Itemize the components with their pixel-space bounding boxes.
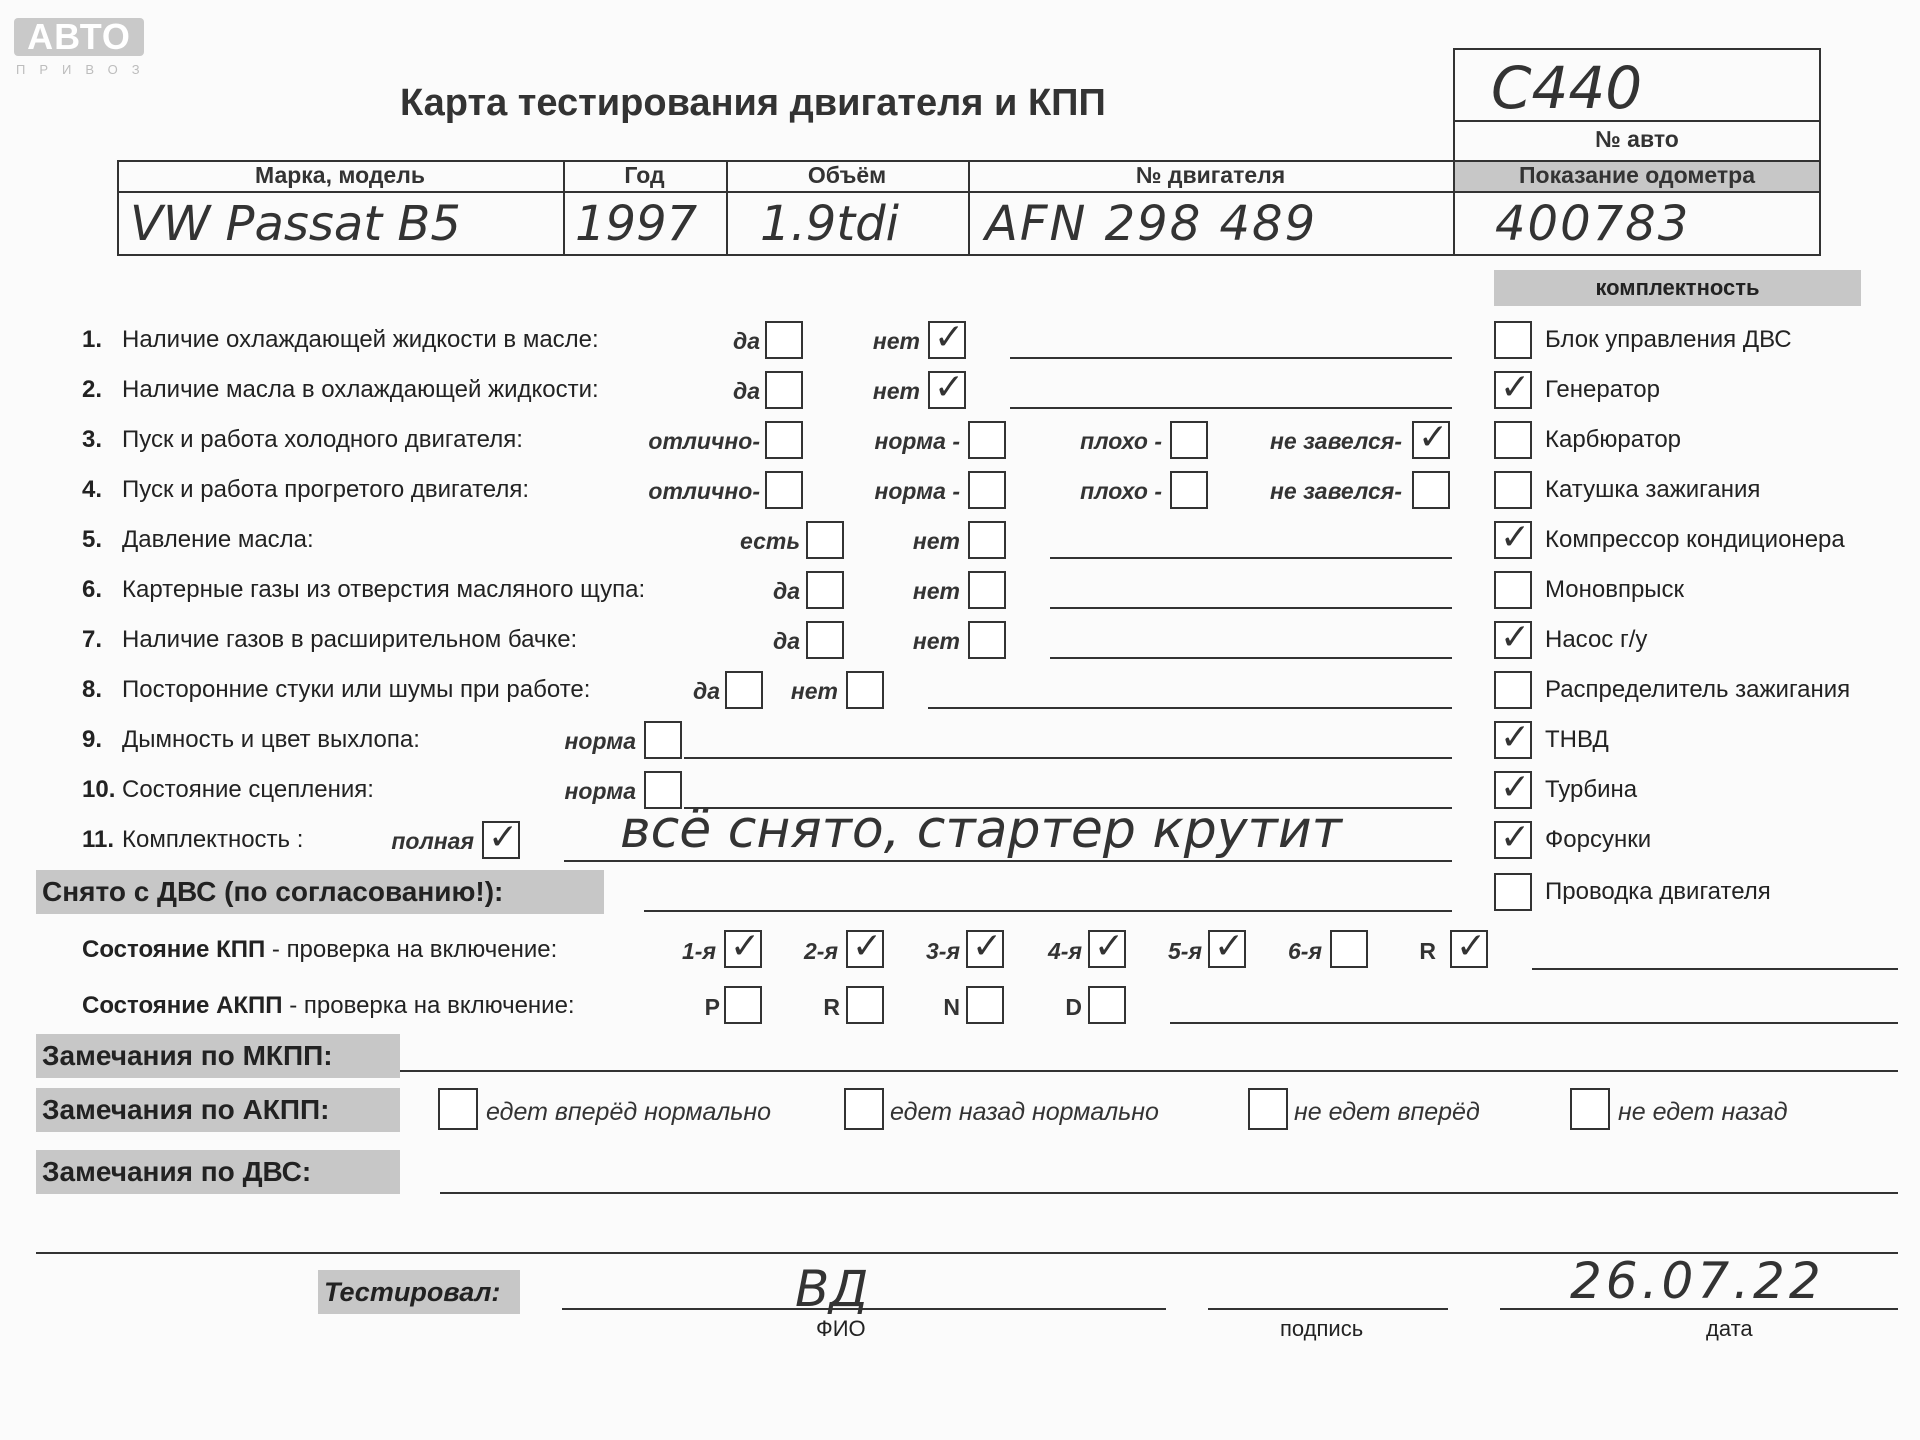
option-label: да [772, 578, 800, 604]
gear-5-checkbox[interactable] [1208, 930, 1246, 968]
akpp-n-checkbox[interactable] [966, 986, 1004, 1024]
gear-label: 6-я [1288, 938, 1322, 964]
question-11: 11. Комплектность : [82, 826, 304, 853]
akpp-p-checkbox[interactable] [724, 986, 762, 1024]
checkbox-ac-compressor[interactable] [1494, 521, 1532, 559]
value-engine-number: AFN 298 489 [985, 196, 1318, 252]
kpp-notes-line [1532, 968, 1898, 970]
car-number-box [1453, 48, 1821, 162]
q3-excellent-checkbox[interactable] [765, 421, 803, 459]
option-label: норма - [874, 428, 960, 454]
akpp-mode-label: N [943, 994, 960, 1020]
q6-notes-line [1050, 607, 1452, 609]
option-label: да [732, 378, 760, 404]
q8-notes-line [928, 707, 1452, 709]
completeness-label: Форсунки [1545, 826, 1652, 853]
checkbox-ignition-coil[interactable] [1494, 471, 1532, 509]
value-model: VW Passat B5 [130, 196, 461, 252]
question-3: 3. Пуск и работа холодного двигателя: [82, 426, 523, 453]
completeness-label: Блок управления ДВС [1545, 326, 1792, 353]
checkbox-ps-pump[interactable] [1494, 621, 1532, 659]
akpp-d-checkbox[interactable] [1088, 986, 1126, 1024]
akpp-mode-label: D [1065, 994, 1082, 1020]
q4-bad-checkbox[interactable] [1170, 471, 1208, 509]
completeness-label: Катушка зажигания [1545, 476, 1761, 503]
signature-line [1208, 1308, 1448, 1310]
car-number-label: № авто [1595, 126, 1679, 152]
col-volume: Объём [807, 162, 887, 188]
checkbox-ecu[interactable] [1494, 321, 1532, 359]
remarks-dvs-line [440, 1192, 1898, 1194]
option-label: есть [740, 528, 800, 554]
option-label: плохо - [1080, 428, 1162, 454]
completeness-label: Генератор [1545, 376, 1660, 403]
option-label: нет [872, 378, 920, 404]
q4-excellent-checkbox[interactable] [765, 471, 803, 509]
completeness-label: Насос г/у [1545, 626, 1648, 653]
completeness-label: Компрессор кондиционера [1545, 526, 1845, 553]
akpp-no-forward-checkbox[interactable] [1248, 1088, 1288, 1130]
q11-full-checkbox[interactable] [482, 821, 520, 859]
option-label: плохо - [1080, 478, 1162, 504]
col-model: Марка, модель [255, 162, 425, 188]
q1-da-checkbox[interactable] [765, 321, 803, 359]
q11-notes-line [564, 860, 1452, 862]
remarks-mkpp-header: Замечания по МКПП: [36, 1034, 400, 1078]
col-year: Год [624, 162, 665, 188]
q11-handwritten-note: всё снято, стартер крутит [620, 800, 1342, 860]
option-label: нет [790, 678, 838, 704]
tester-initials: ВД [795, 1260, 869, 1318]
option-label: да [732, 328, 760, 354]
completeness-label: Проводка двигателя [1545, 878, 1771, 905]
gear-r-checkbox[interactable] [1450, 930, 1488, 968]
q7-da-checkbox[interactable] [806, 621, 844, 659]
checkbox-carburetor[interactable] [1494, 421, 1532, 459]
question-2: 2. Наличие масла в охлаждающей жидкости: [82, 376, 599, 403]
akpp-reverse-ok-checkbox[interactable] [844, 1088, 884, 1130]
gear-label: 3-я [926, 938, 960, 964]
q6-net-checkbox[interactable] [968, 571, 1006, 609]
gear-label: R [1419, 938, 1436, 964]
checkbox-injection-pump[interactable] [1494, 721, 1532, 759]
gear-label: 4-я [1048, 938, 1082, 964]
option-label: норма [564, 778, 636, 804]
option-label: да [772, 628, 800, 654]
q8-net-checkbox[interactable] [846, 671, 884, 709]
car-number-value: С440 [1491, 54, 1643, 122]
completeness-label: Моновпрыск [1545, 576, 1685, 603]
gear-2-checkbox[interactable] [846, 930, 884, 968]
question-10: 10. Состояние сцепления: [82, 776, 374, 803]
value-volume: 1.9tdi [760, 196, 899, 252]
col-engine-number: № двигателя [1135, 162, 1286, 188]
q1-notes-line [1010, 357, 1452, 359]
gear-1-checkbox[interactable] [724, 930, 762, 968]
option-label: отлично- [648, 478, 760, 504]
akpp-remark-label: не едет назад [1618, 1098, 1788, 1126]
q3-bad-checkbox[interactable] [1170, 421, 1208, 459]
fio-line [562, 1308, 1166, 1310]
question-8: 8. Посторонние стуки или шумы при работе: [82, 676, 591, 703]
option-label: нет [872, 328, 920, 354]
q9-notes-line [684, 757, 1452, 759]
remarks-akpp-header: Замечания по АКПП: [36, 1088, 400, 1132]
completeness-label: Турбина [1545, 776, 1638, 803]
option-label: отлично- [648, 428, 760, 454]
q2-da-checkbox[interactable] [765, 371, 803, 409]
gear-label: 5-я [1168, 938, 1202, 964]
q5-est-checkbox[interactable] [806, 521, 844, 559]
logo-subtext: ПРИВОЗ [16, 62, 154, 77]
q4-no-start-checkbox[interactable] [1412, 471, 1450, 509]
gear-6-checkbox[interactable] [1330, 930, 1368, 968]
fio-caption: ФИО [816, 1316, 866, 1341]
logo [14, 16, 154, 77]
option-label: да [692, 678, 720, 704]
option-label: нет [912, 628, 960, 654]
completeness-label: Карбюратор [1545, 426, 1682, 453]
remarks-dvs-header: Замечания по ДВС: [36, 1150, 400, 1194]
test-date: 26.07.22 [1570, 1252, 1825, 1310]
akpp-notes-line [1170, 1022, 1898, 1024]
date-caption: дата [1706, 1316, 1753, 1341]
q3-normal-checkbox[interactable] [968, 421, 1006, 459]
question-5: 5. Давление масла: [82, 526, 314, 553]
value-odometer: 400783 [1495, 196, 1691, 252]
page-title: Карта тестирования двигателя и КПП [400, 82, 1106, 124]
q2-net-checkbox[interactable] [928, 371, 966, 409]
checkbox-mono-injection[interactable] [1494, 571, 1532, 609]
question-1: 1. Наличие охлаждающей жидкости в масле: [82, 326, 599, 353]
q7-notes-line [1050, 657, 1452, 659]
gear-label: 2-я [804, 938, 838, 964]
akpp-r-checkbox[interactable] [846, 986, 884, 1024]
q6-da-checkbox[interactable] [806, 571, 844, 609]
akpp-mode-label: P [704, 994, 720, 1020]
q5-net-checkbox[interactable] [968, 521, 1006, 559]
removed-section-header: Снято с ДВС (по согласованию!): [36, 870, 604, 914]
akpp-mode-label: R [823, 994, 840, 1020]
q4-normal-checkbox[interactable] [968, 471, 1006, 509]
tested-by-label: Тестировал: [318, 1270, 520, 1314]
akpp-remark-label: едет вперёд нормально [486, 1098, 772, 1126]
q7-net-checkbox[interactable] [968, 621, 1006, 659]
q8-da-checkbox[interactable] [725, 671, 763, 709]
completeness-header [1494, 270, 1861, 306]
completeness-label: ТНВД [1545, 726, 1609, 753]
completeness-title: комплектность [1595, 275, 1760, 300]
option-label: норма - [874, 478, 960, 504]
akpp-forward-ok-checkbox[interactable] [438, 1088, 478, 1130]
remarks-mkpp-line [400, 1070, 1898, 1072]
checkbox-engine-wiring[interactable] [1494, 873, 1532, 911]
gear-label: 1-я [682, 938, 716, 964]
removed-notes-line [644, 910, 1452, 912]
signature-caption: подпись [1280, 1316, 1364, 1341]
akpp-remark-label: не едет вперёд [1294, 1098, 1480, 1126]
q2-notes-line [1010, 407, 1452, 409]
question-7: 7. Наличие газов в расширительном бачке: [82, 626, 578, 653]
akpp-label: Состояние АКПП - проверка на включение: [82, 992, 575, 1019]
question-6: 6. Картерные газы из отверстия масляного щупа: [82, 576, 646, 603]
option-label: нет [912, 578, 960, 604]
q1-net-checkbox[interactable] [928, 321, 966, 359]
question-9: 9. Дымность и цвет выхлопа: [82, 726, 420, 753]
q5-notes-line [1050, 557, 1452, 559]
q9-norma-checkbox[interactable] [644, 721, 682, 759]
col-odometer: Показание одометра [1519, 162, 1755, 188]
date-line [1500, 1308, 1898, 1310]
value-year: 1997 [575, 196, 698, 252]
option-label: норма [564, 728, 636, 754]
akpp-remark-label: едет назад нормально [890, 1098, 1159, 1126]
option-label: полная [391, 828, 474, 854]
question-4: 4. Пуск и работа прогретого двигателя: [82, 476, 530, 503]
option-label: не завелся- [1270, 428, 1402, 454]
checkbox-distributor[interactable] [1494, 671, 1532, 709]
logo-text: АВТО [14, 18, 144, 56]
checkbox-turbo[interactable] [1494, 771, 1532, 809]
option-label: нет [912, 528, 960, 554]
checkbox-generator[interactable] [1494, 371, 1532, 409]
q3-no-start-checkbox[interactable] [1412, 421, 1450, 459]
checkbox-injectors[interactable] [1494, 821, 1532, 859]
gear-3-checkbox[interactable] [966, 930, 1004, 968]
gear-4-checkbox[interactable] [1088, 930, 1126, 968]
akpp-no-reverse-checkbox[interactable] [1570, 1088, 1610, 1130]
completeness-label: Распределитель зажигания [1545, 676, 1851, 703]
kpp-label: Состояние КПП - проверка на включение: [82, 936, 558, 963]
option-label: не завелся- [1270, 478, 1402, 504]
